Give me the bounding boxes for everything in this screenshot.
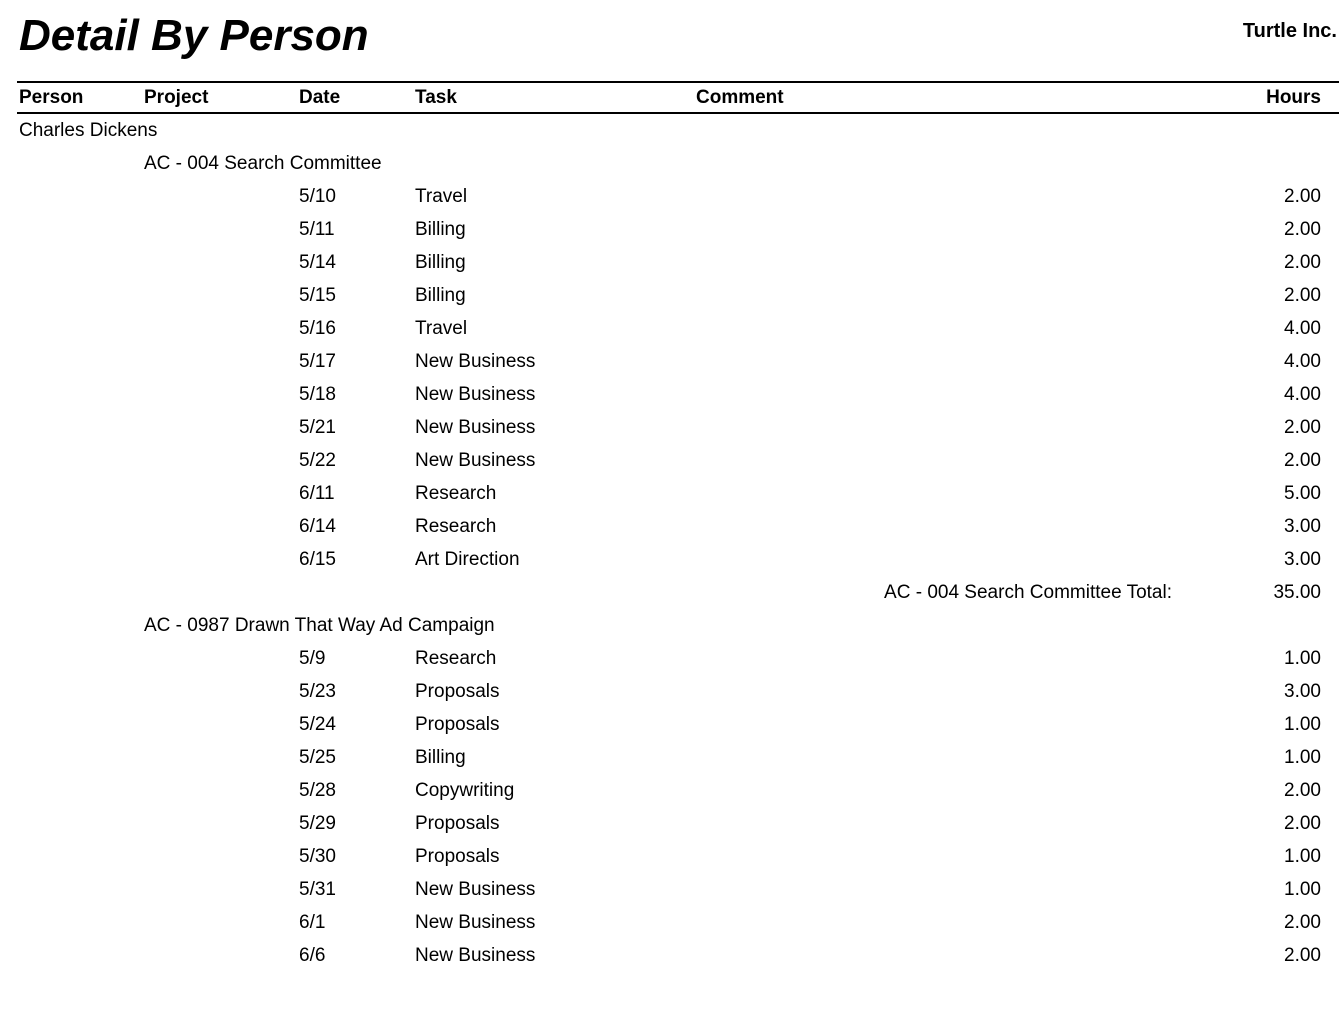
entry-date: 6/11 [299, 483, 335, 504]
entry-hours: 3.00 [1284, 549, 1321, 570]
entry-task: Proposals [415, 714, 500, 735]
entry-row [0, 778, 1342, 811]
entry-task: Copywriting [415, 780, 515, 801]
entry-row [0, 844, 1342, 877]
entry-row [0, 448, 1342, 481]
entry-hours: 2.00 [1284, 780, 1321, 801]
entry-row [0, 712, 1342, 745]
entry-row [0, 514, 1342, 547]
person-row [0, 118, 1342, 151]
entry-row [0, 547, 1342, 580]
entry-date: 5/9 [299, 648, 326, 669]
entry-hours: 2.00 [1284, 450, 1321, 471]
entry-task: Travel [415, 318, 468, 339]
entry-date: 5/23 [299, 681, 336, 702]
entry-hours: 2.00 [1284, 285, 1321, 306]
entry-hours: 4.00 [1284, 384, 1321, 405]
column-header-task: Task [415, 87, 457, 108]
entry-date: 5/21 [299, 417, 336, 438]
entry-row [0, 745, 1342, 778]
header-rule-bottom [17, 112, 1339, 114]
entry-date: 5/18 [299, 384, 336, 405]
entry-hours: 1.00 [1284, 747, 1321, 768]
project-total-hours: 35.00 [1273, 582, 1321, 603]
entry-hours: 2.00 [1284, 417, 1321, 438]
entry-task: New Business [415, 879, 536, 900]
column-header-comment: Comment [696, 87, 784, 108]
entry-task: New Business [415, 912, 536, 933]
entry-date: 6/15 [299, 549, 336, 570]
entry-row [0, 316, 1342, 349]
entry-date: 5/16 [299, 318, 336, 339]
entry-date: 5/28 [299, 780, 336, 801]
entry-row [0, 382, 1342, 415]
entry-row [0, 217, 1342, 250]
column-header-person: Person [19, 87, 84, 108]
entry-date: 5/17 [299, 351, 336, 372]
entry-task: Travel [415, 186, 468, 207]
entry-row [0, 184, 1342, 217]
project-name: AC - 004 Search Committee [144, 153, 382, 174]
entry-row [0, 877, 1342, 910]
entry-hours: 3.00 [1284, 681, 1321, 702]
entry-hours: 1.00 [1284, 648, 1321, 669]
entry-hours: 3.00 [1284, 516, 1321, 537]
entry-date: 5/15 [299, 285, 336, 306]
entry-task: New Business [415, 351, 536, 372]
entry-task: Research [415, 648, 497, 669]
entry-date: 6/6 [299, 945, 326, 966]
project-row [0, 613, 1342, 646]
entry-task: Billing [415, 252, 466, 273]
entry-hours: 2.00 [1284, 945, 1321, 966]
entry-task: New Business [415, 450, 536, 471]
project-row [0, 151, 1342, 184]
entry-task: Proposals [415, 846, 500, 867]
entry-task: New Business [415, 384, 536, 405]
entry-task: New Business [415, 417, 536, 438]
entry-hours: 2.00 [1284, 252, 1321, 273]
report-body [0, 118, 1342, 976]
project-total-row [0, 580, 1342, 613]
entry-row [0, 283, 1342, 316]
entry-date: 5/29 [299, 813, 336, 834]
entry-row [0, 910, 1342, 943]
entry-task: Art Direction [415, 549, 520, 570]
entry-hours: 5.00 [1284, 483, 1321, 504]
entry-task: Billing [415, 285, 466, 306]
entry-hours: 2.00 [1284, 219, 1321, 240]
entry-date: 6/14 [299, 516, 336, 537]
entry-hours: 1.00 [1284, 846, 1321, 867]
entry-date: 5/25 [299, 747, 336, 768]
entry-hours: 1.00 [1284, 714, 1321, 735]
entry-row [0, 415, 1342, 448]
project-total-label: AC - 004 Search Committee Total: [884, 582, 1172, 603]
entry-date: 5/24 [299, 714, 336, 735]
entry-hours: 2.00 [1284, 813, 1321, 834]
entry-hours: 4.00 [1284, 351, 1321, 372]
entry-row [0, 349, 1342, 382]
project-name: AC - 0987 Drawn That Way Ad Campaign [144, 615, 495, 636]
person-name: Charles Dickens [19, 120, 158, 141]
company-name: Turtle Inc. [1242, 20, 1337, 42]
entry-task: Research [415, 516, 497, 537]
column-header-hours: Hours [1266, 87, 1321, 108]
entry-date: 6/1 [299, 912, 326, 933]
header-rule-top [17, 81, 1339, 83]
entry-hours: 2.00 [1284, 912, 1321, 933]
entry-task: Research [415, 483, 497, 504]
entry-row [0, 646, 1342, 679]
column-header-date: Date [299, 87, 341, 108]
entry-hours: 1.00 [1284, 879, 1321, 900]
entry-date: 5/11 [299, 219, 335, 240]
entry-task: New Business [415, 945, 536, 966]
entry-hours: 2.00 [1284, 186, 1321, 207]
entry-row [0, 250, 1342, 283]
entry-date: 5/14 [299, 252, 336, 273]
entry-task: Proposals [415, 813, 500, 834]
entry-date: 5/30 [299, 846, 336, 867]
entry-task: Proposals [415, 681, 500, 702]
entry-task: Billing [415, 219, 466, 240]
column-header-project: Project [144, 87, 209, 108]
entry-hours: 4.00 [1284, 318, 1321, 339]
entry-row [0, 811, 1342, 844]
entry-task: Billing [415, 747, 466, 768]
report-title: Detail By Person [19, 11, 369, 60]
entry-row [0, 481, 1342, 514]
entry-date: 5/22 [299, 450, 336, 471]
entry-date: 5/31 [299, 879, 336, 900]
entry-row [0, 679, 1342, 712]
entry-date: 5/10 [299, 186, 336, 207]
entry-row [0, 943, 1342, 976]
